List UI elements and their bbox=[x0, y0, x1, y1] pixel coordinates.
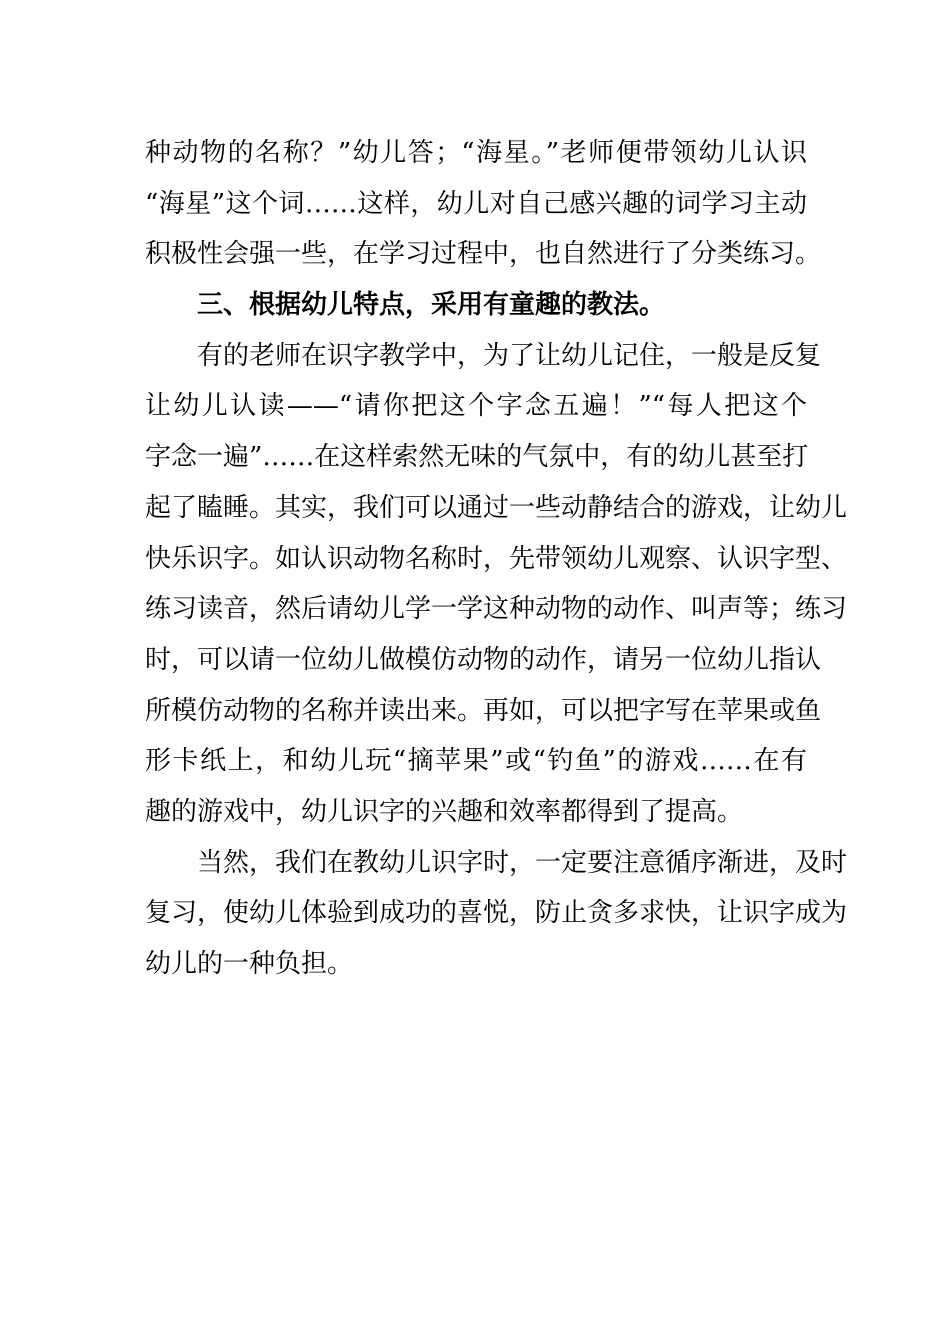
text-line: 复习，使幼儿体验到成功的喜悦，防止贪多求快，让识字成为 bbox=[145, 898, 848, 929]
document-page bbox=[145, 128, 848, 990]
paragraph-1 bbox=[145, 128, 822, 280]
text-line: 幼儿的一种负担。 bbox=[145, 949, 354, 979]
section-heading bbox=[145, 280, 807, 331]
text-line: 快乐识字。如认识动物名称时，先带领幼儿观察、认识字型、 bbox=[145, 543, 848, 574]
paragraph-2 bbox=[145, 331, 848, 838]
text-line: 字念一遍”……在这样索然无味的气氛中，有的幼儿甚至打 bbox=[145, 442, 809, 473]
text-line: 有的老师在识字教学中，为了让幼儿记住，一般是反复 bbox=[197, 340, 822, 371]
text-line: 种动物的名称？”幼儿答；“海星。”老师便带领幼儿认识 bbox=[145, 138, 807, 168]
text-line: 时，可以请一位幼儿做模仿动物的动作，请另一位幼儿指认 bbox=[145, 644, 822, 675]
text-line: 练习读音，然后请幼儿学一学这种动物的动作、叫声等；练习 bbox=[145, 594, 848, 625]
paragraph-3 bbox=[145, 838, 848, 990]
text-line: 形卡纸上，和幼儿玩“摘苹果”或“钓鱼”的游戏……在有 bbox=[145, 746, 807, 777]
text-line: 积极性会强一些，在学习过程中，也自然进行了分类练习。 bbox=[145, 239, 822, 270]
text-line: 让幼儿认读——“请你把这个字念五遍！”“每人把这个 bbox=[145, 391, 807, 422]
text-line: 起了瞌睡。其实，我们可以通过一些动静结合的游戏，让幼儿 bbox=[145, 492, 848, 523]
text-line: “海星”这个词……这样，幼儿对自己感兴趣的词学习主动 bbox=[145, 188, 807, 219]
text-line: 趣的游戏中，幼儿识字的兴趣和效率都得到了提高。 bbox=[145, 796, 744, 827]
text-line: 当然，我们在教幼儿识字时，一定要注意循序渐进，及时 bbox=[197, 847, 848, 878]
heading-text: 三、根据幼儿特点，采用有童趣的教法。 bbox=[197, 290, 666, 321]
text-line: 所模仿动物的名称并读出来。再如，可以把字写在苹果或鱼 bbox=[145, 695, 822, 726]
